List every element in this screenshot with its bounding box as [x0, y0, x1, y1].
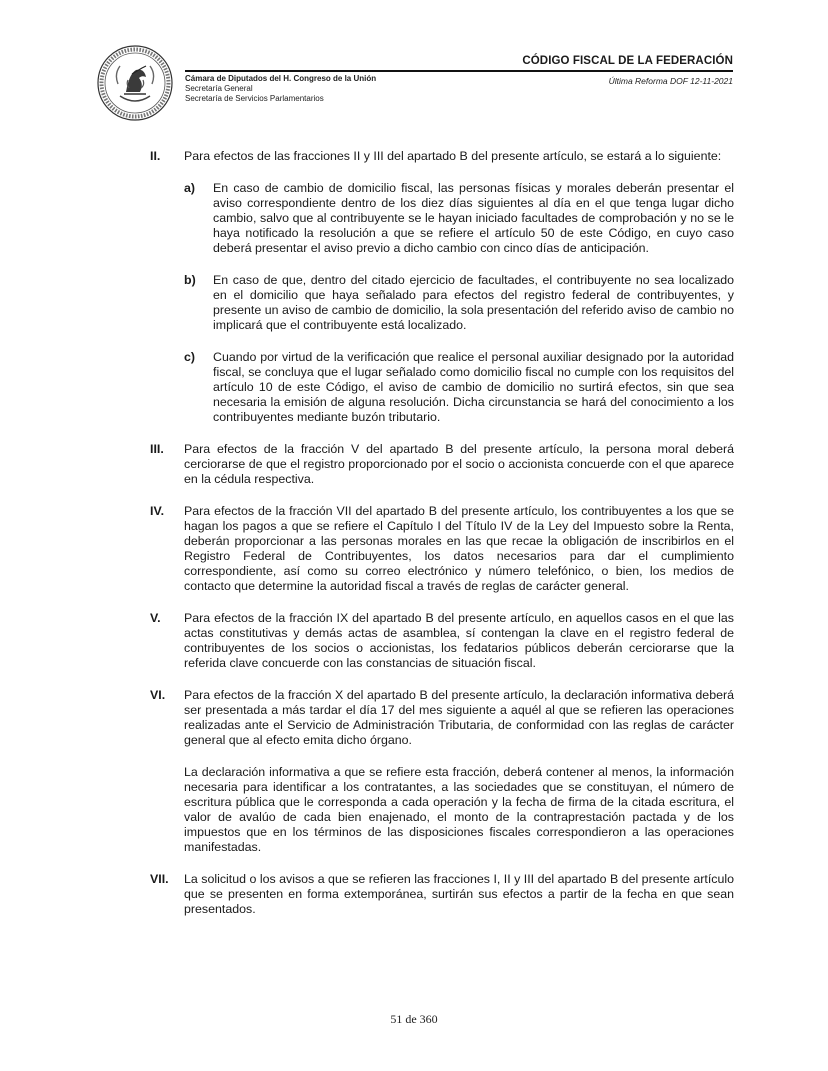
fraction-text: Para efectos de la fracción VII del apartado B del presente artículo, los contribuyentes a los que se hagan los pagos a que se refiere el Capítulo I del Título IV de la Ley del Impuesto sobre la Renta, deberán proporcionar a las personas morales en las que recae la obligación de inscribirlos en el Registro Federal de Contribuyentes, los datos necesarios para dar el cumplimiento correspondiente, así como su correo electrónico y número telefónico, o bien, los medios de contacto que determine la autoridad fiscal a través de reglas de carácter general. — [184, 504, 734, 593]
institution-line-3: Secretaría de Servicios Parlamentarios — [185, 94, 324, 103]
subsection-text: En caso de que, dentro del citado ejercicio de facultades, el contribuyente no sea localizado en el domicilio que haya señalado para efectos del registro federal de contribuyentes, y presente un aviso de cambio de domicilio, la sola presentación del referido aviso de cambio no implicará que el contribuyente está localizado. — [213, 273, 734, 332]
mexico-seal-icon — [96, 44, 174, 122]
subsection-label: a) — [184, 181, 196, 195]
fraction-number: IV. — [150, 504, 165, 518]
fraction-vi — [150, 688, 734, 855]
subsection-text: En caso de cambio de domicilio fiscal, las personas físicas y morales deberán presentar el aviso correspondiente dentro de los diez días siguientes al día en el que tenga lugar dicho cambio, salvo que al contribuyente se le hayan iniciado facultades de comprobación y no se le haya notificado la resolución a que se refiere el artículo 50 de este Código, en cuyo caso deberá presentar el aviso previo a dicho cambio con cinco días de anticipación. — [213, 181, 734, 255]
fraction-text: Para efectos de las fracciones II y III del apartado B del presente artículo, se estará a lo siguiente: — [184, 149, 722, 163]
subsection-label: b) — [184, 273, 196, 287]
fraction-text-continued: La declaración informativa a que se refiere esta fracción, deberá contener al menos, la información necesaria para identificar a los contratantes, a las sociedades que se constituyan, el número de escritura pública que le corresponda a cada operación y la fecha de firma de la citada escritura, el valor de avalúo de cada bien enajenado, el monto de la contraprestación pactada y de los impuestos que en los términos de las disposiciones fiscales correspondieron a las operaciones manifestadas. — [184, 765, 734, 854]
fraction-text: La solicitud o los avisos a que se refieren las fracciones I, II y III del apartado B del presente artículo que se presenten en forma extemporánea, surtirán sus efectos a partir de la fecha en que sean presentados. — [184, 872, 734, 916]
fraction-v — [150, 611, 734, 671]
header-divider — [185, 70, 733, 72]
document-title: CÓDIGO FISCAL DE LA FEDERACIÓN — [522, 55, 733, 67]
subsection-label: c) — [184, 350, 196, 364]
subsection-text: Cuando por virtud de la verificación que realice el personal auxiliar designado por la autoridad fiscal, se concluya que el lugar señalado como domicilio fiscal no cumple con los requisitos del artículo 10 de este Código, el aviso de cambio de domicilio no surtirá efectos, sin que sea necesaria la emisión de alguna resolución. Dicha circunstancia se hará del conocimiento a los contribuyentes mediante buzón tributario. — [213, 350, 734, 424]
fraction-vii — [150, 872, 734, 917]
page-number: 51 de 360 — [390, 1012, 438, 1026]
fraction-number: II. — [150, 149, 161, 163]
reform-date: Última Reforma DOF 12-11-2021 — [608, 76, 733, 86]
fraction-iii — [150, 442, 734, 487]
fraction-number: III. — [150, 442, 164, 456]
fraction-number: VI. — [150, 688, 166, 702]
subsection-b — [184, 273, 734, 333]
fraction-number: VII. — [150, 872, 169, 886]
fraction-text: Para efectos de la fracción V del apartado B del presente artículo, la persona moral deberá cerciorarse de que el registro proporcionado por el socio o accionista concuerde con el que aparece en la cédula respectiva. — [184, 442, 734, 486]
fraction-text: Para efectos de la fracción IX del apartado B del presente artículo, en aquellos casos en el que las actas constitutivas y demás actas de asamblea, sí contengan la clave en el registro federal de contribuyentes de los socios o accionistas, los fedatarios públicos deberán cerciorarse que la referida clave concuerde con las constancias de situación fiscal. — [184, 611, 734, 670]
fraction-number: V. — [150, 611, 161, 625]
institution-name: Cámara de Diputados del H. Congreso de la Unión — [185, 74, 377, 83]
institution-line-2: Secretaría General — [185, 84, 253, 93]
fraction-text: Para efectos de la fracción X del apartado B del presente artículo, la declaración informativa deberá ser presentada a más tardar el día 17 del mes siguiente a aquél al que se refieren las operaciones realizadas ante el Servicio de Administración Tributaria, de conformidad con las reglas de carácter general que al efecto emita dicho órgano. — [184, 688, 734, 747]
fraction-iv — [150, 504, 734, 594]
subsection-a — [184, 181, 734, 256]
document-body — [150, 149, 734, 934]
header-institution — [185, 74, 376, 104]
subsection-c — [184, 350, 734, 425]
fraction-ii — [150, 149, 734, 425]
